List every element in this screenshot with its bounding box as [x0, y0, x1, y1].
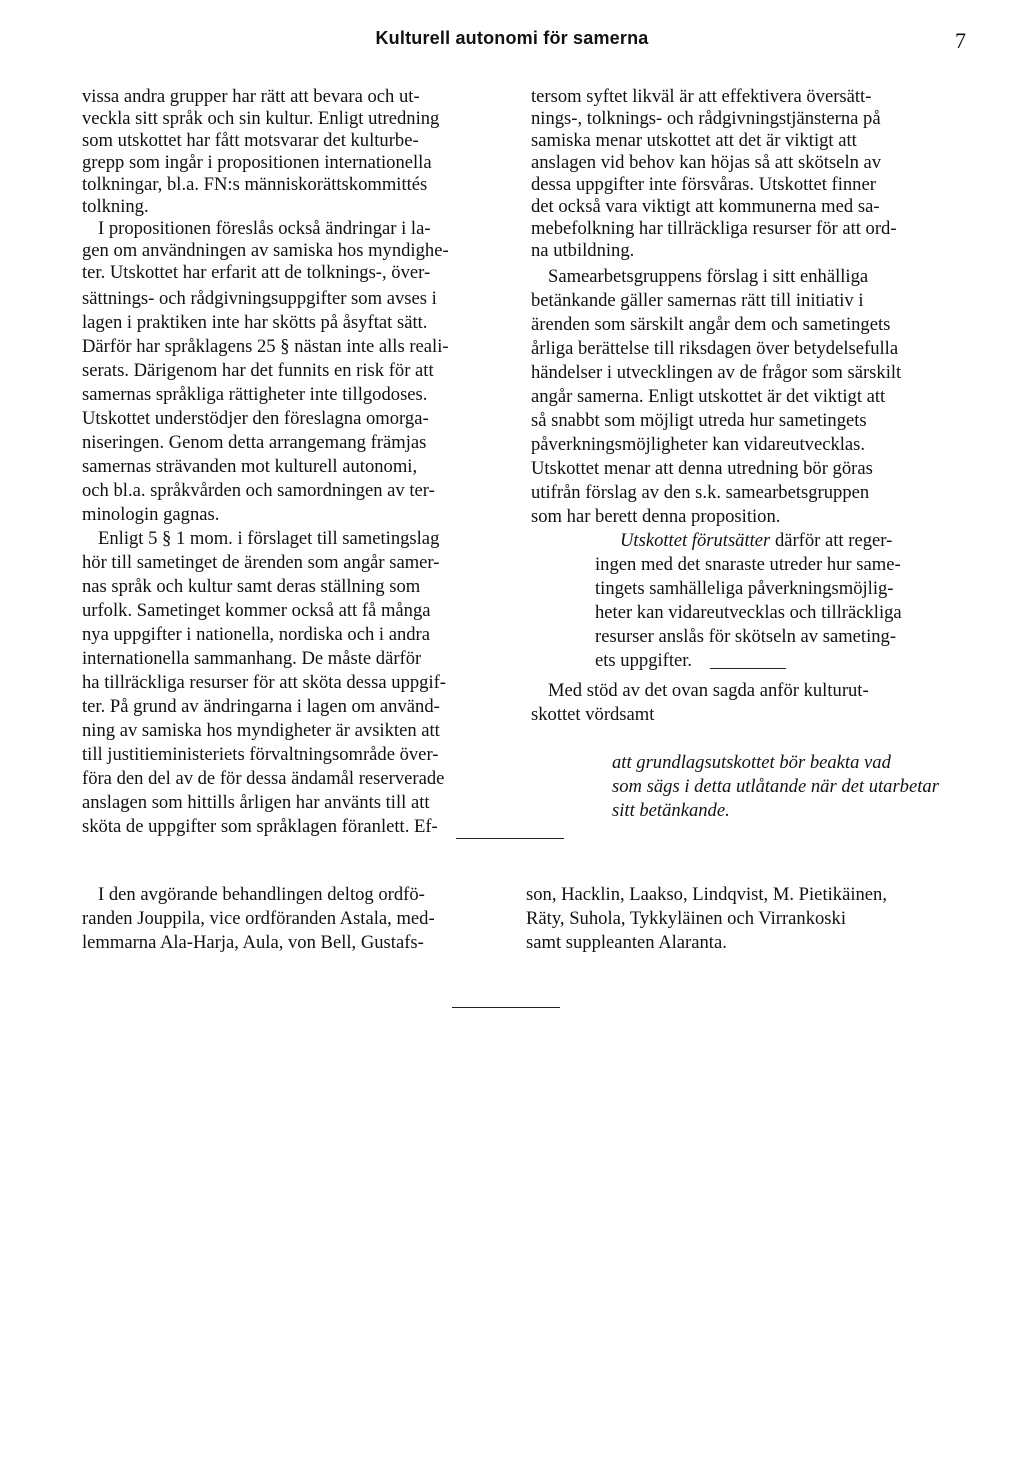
text-line: lagen i praktiken inte har skötts på åsyftat sätt.	[82, 312, 428, 333]
proposal-line: Med stöd av det ovan sagda anför kulturut-	[548, 680, 869, 701]
text-line: angår samerna. Enligt utskottet är det viktigt att	[531, 386, 886, 407]
proposal-statement-line: att grundlagsutskottet bör beakta vad	[612, 752, 891, 773]
text-line: na utbildning.	[531, 240, 635, 261]
running-header-title: Kulturell autonomi för samerna	[375, 28, 649, 48]
statement-line-1	[620, 530, 892, 552]
proposal-line: skottet vördsamt	[531, 704, 655, 725]
text-line: Utskottet menar att denna utredning bör göras	[531, 458, 873, 479]
text-line: nas språk och kultur samt deras ställning som	[82, 576, 421, 597]
text-line: som har berett denna proposition.	[531, 506, 781, 527]
text-line: samernas språkliga rättigheter inte tillgodoses.	[82, 384, 428, 405]
text-line: minologin gagnas.	[82, 504, 220, 525]
text-line: så snabbt som möjligt utreda hur sametingets	[531, 410, 867, 431]
participants-line: I den avgörande behandlingen deltog ordfö-	[98, 884, 425, 905]
participants-line: samt suppleanten Alaranta.	[526, 932, 727, 953]
text-line: ärenden som särskilt angår dem och sametingets	[531, 314, 891, 335]
text-line: tolkning.	[82, 196, 149, 217]
text-line: dessa uppgifter inte försvåras. Utskottet finner	[531, 174, 876, 195]
statement-text: därför att reger-	[770, 530, 893, 551]
text-line: nings-, tolknings- och rådgivningstjänsterna på	[531, 108, 881, 129]
section-divider	[456, 838, 564, 839]
text-line: niseringen. Genom detta arrangemang främjas	[82, 432, 427, 453]
text-line: det också vara viktigt att kommunerna med sa-	[531, 196, 880, 217]
text-line: Därför har språklagens 25 § nästan inte alls reali-	[82, 336, 449, 357]
participants-line: son, Hacklin, Laakso, Lindqvist, M. Pietikäinen,	[526, 884, 887, 905]
text-line: till justitieministeriets förvaltningsområde över-	[82, 744, 439, 765]
section-divider	[452, 1007, 560, 1008]
text-line: ter. På grund av ändringarna i lagen om använd-	[82, 696, 440, 717]
text-line: händelser i utvecklingen av de frågor som särskilt	[531, 362, 902, 383]
text-line: anslagen som hittills årligen har använts till att	[82, 792, 430, 813]
participants-line: Räty, Suhola, Tykkyläinen och Virrankoski	[526, 908, 847, 929]
text-line: ha tillräckliga resurser för att sköta dessa uppgif-	[82, 672, 447, 693]
section-divider	[710, 668, 786, 669]
text-line: nya uppgifter i nationella, nordiska och i andra	[82, 624, 431, 645]
text-line: I propositionen föreslås också ändringar i la-	[98, 218, 431, 239]
statement-line: heter kan vidareutvecklas och tillräckliga	[595, 602, 902, 623]
text-line: föra den del av de för dessa ändamål reserverade	[82, 768, 445, 789]
text-line: och bl.a. språkvården och samordningen av ter-	[82, 480, 435, 501]
text-line: samernas strävanden mot kulturell autonomi,	[82, 456, 418, 477]
participants-line: lemmarna Ala-Harja, Aula, von Bell, Gustafs-	[82, 932, 424, 953]
text-line: vissa andra grupper har rätt att bevara och ut-	[82, 86, 420, 107]
text-line: serats. Därigenom har det funnits en risk för att	[82, 360, 434, 381]
statement-line: resurser anslås för skötseln av sameting-	[595, 626, 897, 647]
page-number: 7	[955, 28, 966, 53]
text-line: utifrån förslag av den s.k. samearbetsgruppen	[531, 482, 870, 503]
text-line: gen om användningen av samiska hos myndighe-	[82, 240, 449, 261]
participants-line: randen Jouppila, vice ordföranden Astala, med-	[82, 908, 435, 929]
text-line: internationella sammanhang. De måste därför	[82, 648, 422, 669]
statement-line: ets uppgifter.	[595, 650, 693, 671]
text-line: hör till sametinget de ärenden som angår samer-	[82, 552, 440, 573]
text-line: tersom syftet likväl är att effektivera översätt-	[531, 86, 872, 107]
text-line: Samearbetsgruppens förslag i sitt enhälliga	[548, 266, 869, 287]
text-line: årliga berättelse till riksdagen över betydelsefulla	[531, 338, 899, 359]
text-line: Enligt 5 § 1 mom. i förslaget till sametingslag	[98, 528, 440, 549]
statement-line: ingen med det snaraste utreder hur same-	[595, 554, 901, 575]
text-line: ning av samiska hos myndigheter är avsikten att	[82, 720, 440, 741]
statement-line: tingets samhälleliga påverkningsmöjlig-	[595, 578, 894, 599]
text-line: betänkande gäller samernas rätt till initiativ i	[531, 290, 864, 311]
text-line: sköta de uppgifter som språklagen föranlett. Ef-	[82, 816, 438, 837]
text-line: som utskottet har fått motsvarar det kulturbe-	[82, 130, 419, 151]
text-line: anslagen vid behov kan höjas så att skötseln av	[531, 152, 882, 173]
text-line: påverkningsmöjligheter kan vidareutvecklas.	[531, 434, 866, 455]
text-line: Utskottet understödjer den föreslagna omorga-	[82, 408, 429, 429]
text-line: urfolk. Sametinget kommer också att få många	[82, 600, 431, 621]
text-line: sättnings- och rådgivningsuppgifter som avses i	[82, 288, 437, 309]
statement-italic-lead: Utskottet förutsätter	[620, 530, 771, 551]
text-line: tolkningar, bl.a. FN:s människorättskommittés	[82, 174, 428, 195]
text-line: veckla sitt språk och sin kultur. Enligt utredning	[82, 108, 440, 129]
text-line: grepp som ingår i propositionen internationella	[82, 152, 432, 173]
proposal-statement-line: som sägs i detta utlåtande när det utarbetar	[612, 776, 939, 797]
text-line: mebefolkning har tillräckliga resurser för att ord-	[531, 218, 897, 239]
text-line: ter. Utskottet har erfarit att de tolknings-, över-	[82, 262, 431, 283]
proposal-statement-line: sitt betänkande.	[612, 800, 730, 821]
text-line: samiska menar utskottet att det är viktigt att	[531, 130, 857, 151]
